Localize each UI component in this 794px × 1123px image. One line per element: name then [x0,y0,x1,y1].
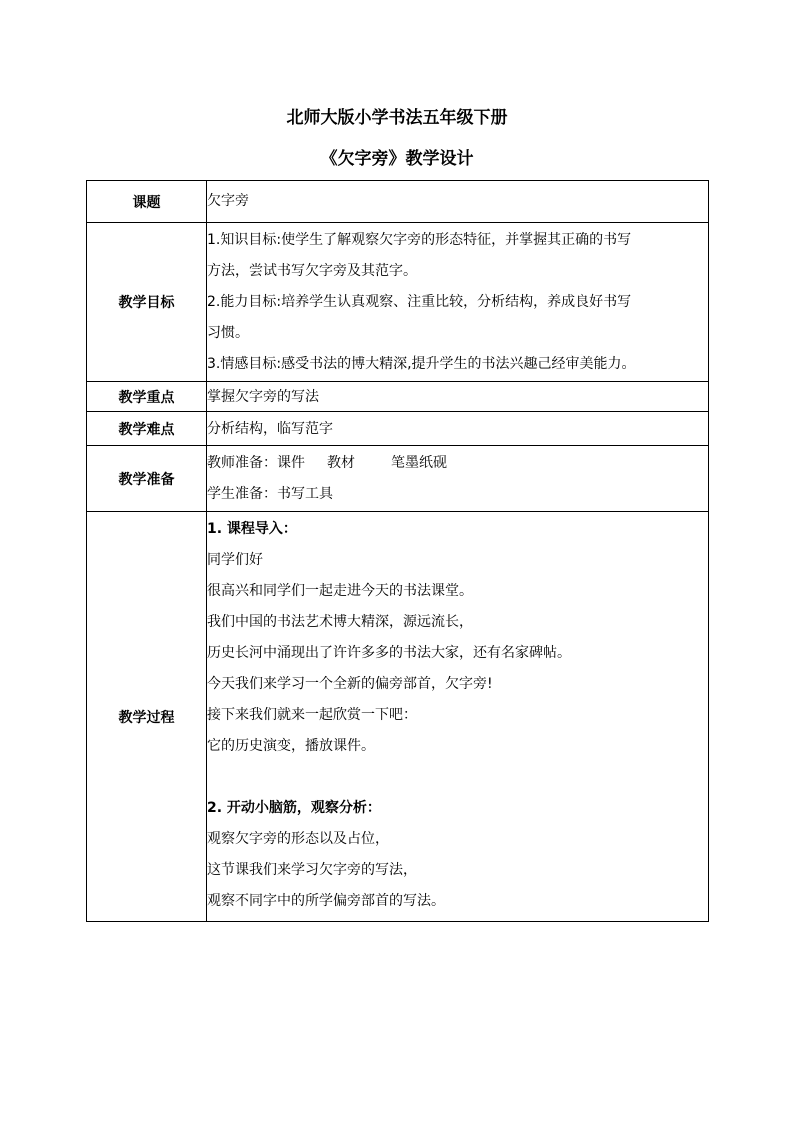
table-row [87,181,709,223]
key-point-text: 掌握欠字旁的写法 [207,388,319,405]
student-preparation: 学生准备：书写工具 [207,485,333,502]
label-preparation: 教学准备 [87,446,207,512]
label-process: 教学过程 [87,512,207,922]
goal-line-3: 2.能力目标:培养学生认真观察、注重比较，分析结构，养成良好书写 [207,293,632,310]
lesson-plan-table [86,180,709,922]
table-row [87,412,709,446]
teacher-prep-item-3: 笔墨纸砚 [391,454,447,471]
label-goals: 教学目标 [87,223,207,382]
section-1-line-6: 接下来我们就来一起欣赏一下吧： [207,707,417,723]
goal-line-2: 方法，尝试书写欠字旁及其范字。 [207,262,417,279]
table-row [87,512,709,922]
value-key-point [207,382,709,412]
section-1-line-4: 历史长河中涌现出了许许多多的书法大家，还有名家碑帖。 [207,645,571,661]
section-1-heading: 1. 课程导入： [207,521,297,537]
section-1-line-2: 很高兴和同学们一起走进今天的书法课堂。 [207,583,473,599]
value-preparation [207,446,709,512]
goal-line-4: 习惯。 [207,324,249,341]
value-topic [207,181,709,223]
table-row [87,382,709,412]
goal-line-1: 1.知识目标:使学生了解观察欠字旁的形态特征，并掌握其正确的书写 [207,231,632,248]
section-2-line-2: 这节课我们来学习欠字旁的写法， [207,862,417,878]
document-subtitle: 《欠字旁》教学设计 [320,149,474,169]
value-process [207,512,709,922]
blank-line [207,762,708,793]
label-topic: 课题 [87,181,207,223]
section-1-line-7: 它的历史演变，播放课件。 [207,738,375,754]
value-goals [207,223,709,382]
topic-text: 欠字旁 [207,193,249,209]
section-1-line-3: 我们中国的书法艺术博大精深，源远流长， [207,614,473,630]
teacher-prep-item-1: 教师准备：课件 [207,454,305,471]
label-key-point: 教学重点 [87,382,207,412]
teacher-prep-item-2: 教材 [327,454,355,471]
label-difficulty: 教学难点 [87,412,207,446]
table-row [87,223,709,382]
table-row [87,446,709,512]
document-title: 北师大版小学书法五年级下册 [286,108,508,128]
section-2-line-3: 观察不同字中的所学偏旁部首的写法。 [207,893,445,909]
section-2-heading: 2. 开动小脑筋，观察分析： [207,800,381,816]
difficulty-text: 分析结构，临写范字 [207,420,333,437]
value-difficulty [207,412,709,446]
section-2-line-1: 观察欠字旁的形态以及占位， [207,831,389,847]
goal-line-5: 3.情感目标:感受书法的博大精深,提升学生的书法兴趣己经审美能力。 [207,355,636,372]
section-1-line-1: 同学们好 [207,552,263,568]
section-1-line-5: 今天我们来学习一个全新的偏旁部首，欠字旁! [207,676,493,692]
teacher-preparation [207,448,708,479]
